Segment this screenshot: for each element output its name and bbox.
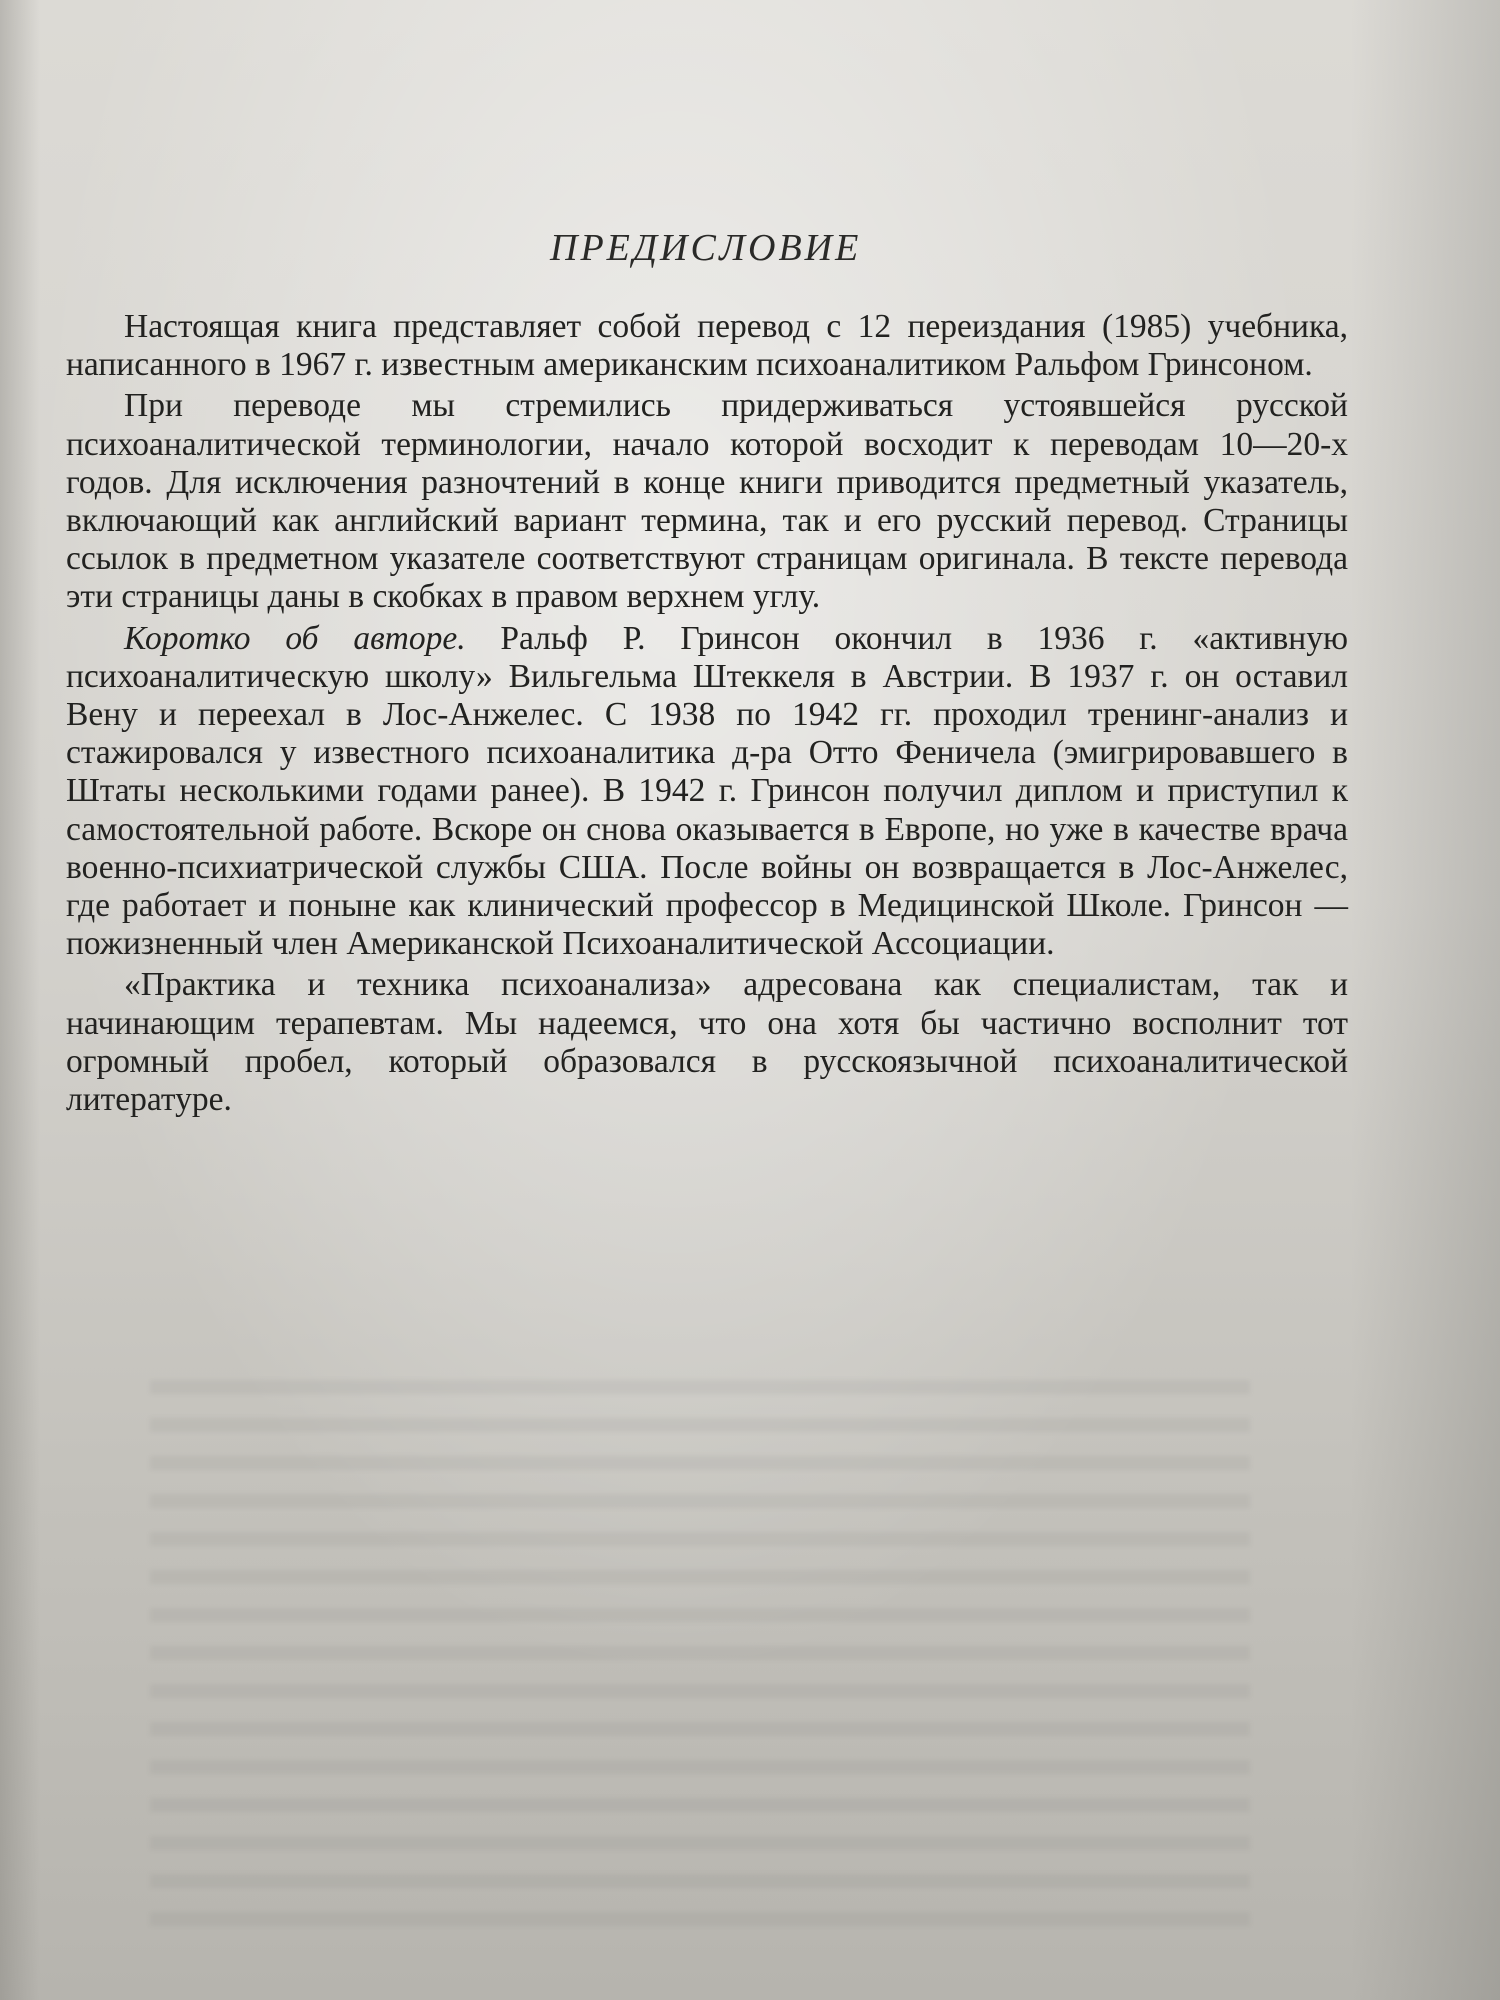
page-body <box>66 308 1348 1122</box>
paragraph-audience: «Практика и техника психоанализа» адресована как специалистам, так и начинающим терапевтам. Мы надеемся, что она хотя бы частично восполнит тот огромный пробел, который образовался в русскоязычной психоаналитической литературе. <box>66 966 1348 1119</box>
author-section-lead: Коротко об авторе. <box>124 619 466 657</box>
paragraph-intro: Настоящая книга представляет собой перевод с 12 переиздания (1985) учебника, написанного в 1967 г. известным американским психоаналитиком Ральфом Гринсоном. <box>66 308 1348 384</box>
author-section-text: Ральф Р. Гринсон окончил в 1936 г. «активную психоаналитическую школу» Вильгельма Штеккеля в Австрии. В 1937 г. он оставил Вену и переехал в Лос-Анжелес. С 1938 по 1942 гг. проходил тренинг-анализ и стажировался у известного психоаналитика д-ра Отто Феничела (эмигрировавшего в Штаты несколькими годами ранее). В 1942 г. Гринсон получил диплом и приступил к самостоятельной работе. Вскоре он снова оказывается в Европе, но уже в качестве врача военно-психиатрической службы США. После войны он возвращается в Лос-Анжелес, где работает и поныне как клинический профессор в Медицинской Школе. Гринсон — пожизненный член Американской Психоаналитической Ассоциации. <box>66 619 1348 963</box>
paragraph-translation: При переводе мы стремились придерживаться устоявшейся русской психоаналитической терминологии, начало которой восходит к переводам 10—20-х годов. Для исключения разночтений в конце книги приводится предметный указатель, включающий как английский вариант термина, так и его русский перевод. Страницы ссылок в предметном указателе соответствуют страницам оригинала. В тексте перевода эти страницы даны в скобках в правом верхнем углу. <box>66 387 1348 616</box>
show-through-text <box>150 1380 1250 1940</box>
page-heading: ПРЕДИСЛОВИЕ <box>550 227 862 269</box>
paragraph-author <box>66 620 1348 964</box>
